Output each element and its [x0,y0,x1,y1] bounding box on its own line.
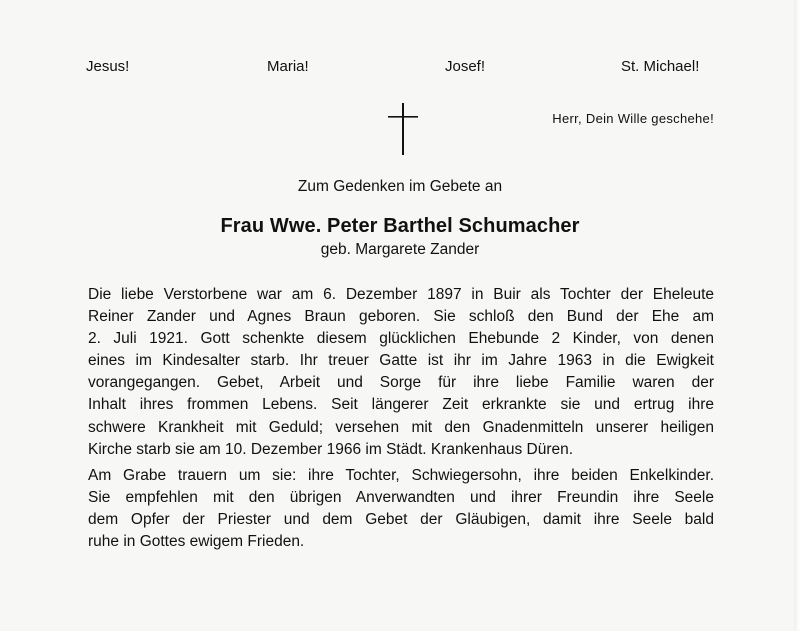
invocation-maria: Maria! [267,58,309,75]
deceased-name: Frau Wwe. Peter Barthel Schumacher [220,215,580,237]
text-line: Kirche starb sie am 10. Dezember 1966 im Städt. Krankenhaus Düren. [88,440,574,458]
text-line: schwere Krankheit mit Geduld; versehen mit den Gnadenmitteln unserer heiligen [88,418,714,436]
text-line: ruhe in Gottes ewigem Frieden. [88,533,305,551]
invocation-jesus: Jesus! [86,58,130,75]
text-line: Reiner Zander und Agnes Braun geboren. Sie schloß den Bund der Ehe am [88,308,714,326]
text-line: Am Grabe trauern um sie: ihre Tochter, Schwiegersohn, ihre beiden Enkelkinder. [88,467,714,484]
intro-line: Zum Gedenken im Gebete an [297,178,503,195]
text-line: eines im Kindesalter starb. Ihr treuer Gatte ist ihr im Jahre 1963 in die Ewigkeit [88,352,714,370]
text-line: 2. Juli 1921. Gott schenkte diesem glücklichen Ehebunde 2 Kinder, von denen [88,330,714,348]
biography-paragraph [88,284,714,461]
text-line: Die liebe Verstorbene war am 6. Dezember 1897 in Buir als Tochter der Eheleute [88,286,714,303]
mourners-paragraph [88,465,714,553]
motto: Herr, Dein Wille geschehe! [552,111,714,126]
invocation-josef: Josef! [445,58,486,75]
text-line: vorangegangen. Gebet, Arbeit und Sorge für ihre liebe Familie waren der [88,374,714,392]
birth-name: geb. Margarete Zander [320,241,480,258]
text-line: dem Opfer der Priester und dem Gebet der Gläubigen, damit ihre Seele bald [88,511,714,529]
cross-icon [388,103,418,155]
text-line: Inhalt ihres frommen Lebens. Seit längerer Zeit erkrankte sie und ertrug ihre [88,396,714,414]
invocation-st-michael: St. Michael! [621,58,700,75]
text-line: Sie empfehlen mit den übrigen Anverwandten und ihrer Freundin ihre Seele [88,489,714,507]
